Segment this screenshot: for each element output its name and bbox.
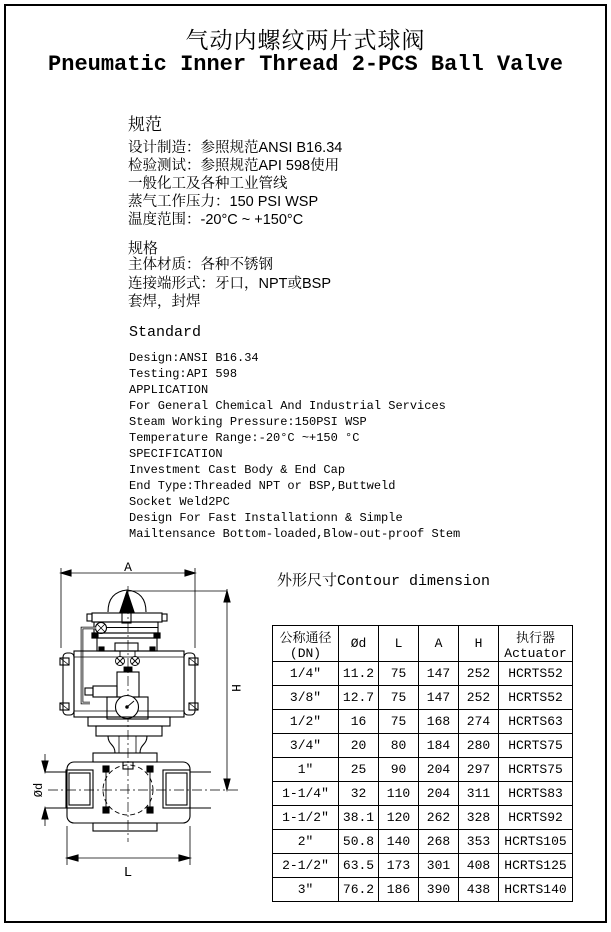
table-cell: 186: [379, 878, 419, 902]
solenoid-valve-block: [85, 672, 139, 697]
table-cell: 252: [459, 662, 499, 686]
table-cell: 184: [419, 734, 459, 758]
dimension-label-h: H: [228, 684, 243, 692]
grade-cn-heading: 规格: [128, 240, 159, 257]
table-cell: 1-1/2": [273, 806, 339, 830]
dimension-table: [272, 625, 573, 902]
column-header: 公称通径 (DN): [273, 626, 339, 662]
table-cell: 408: [459, 854, 499, 878]
table-cell: 297: [459, 758, 499, 782]
table-cell: 3/8": [273, 686, 339, 710]
text-line: SPECIFICATION: [129, 447, 223, 461]
text-line: 连接端形式：牙口，NPT或BSP: [128, 275, 332, 292]
table-cell: 353: [459, 830, 499, 854]
table-cell: 3/4": [273, 734, 339, 758]
table-row: [273, 686, 573, 710]
table-cell: 1-1/4": [273, 782, 339, 806]
table-cell: 50.8: [339, 830, 379, 854]
dimension-label-od: Ød: [32, 782, 46, 798]
table-cell: 20: [339, 734, 379, 758]
air-pipe: [82, 628, 96, 703]
table-cell: 25: [339, 758, 379, 782]
column-header: H: [459, 626, 499, 662]
column-header: L: [379, 626, 419, 662]
table-cell: 390: [419, 878, 459, 902]
table-row: [273, 662, 573, 686]
table-row: [273, 878, 573, 902]
table-cell: 173: [379, 854, 419, 878]
column-header: A: [419, 626, 459, 662]
limit-switch-box: [87, 611, 167, 651]
dimension-h: [128, 589, 230, 790]
table-cell: 140: [379, 830, 419, 854]
table-header-row: [273, 626, 573, 662]
contour-dimension-heading: 外形尺寸Contour dimension: [277, 573, 491, 590]
text-line: Design For Fast Installationn & Simple: [129, 511, 403, 525]
table-cell: HCRTS75: [499, 758, 573, 782]
table-cell: 147: [419, 662, 459, 686]
table-cell: 90: [379, 758, 419, 782]
table-row: [273, 734, 573, 758]
mounting-bracket: [88, 717, 170, 753]
table-cell: HCRTS105: [499, 830, 573, 854]
table-cell: 2-1/2": [273, 854, 339, 878]
title-chinese: 气动内螺纹两片式球阀: [185, 27, 426, 53]
table-cell: 12.7: [339, 686, 379, 710]
text-line: 一般化工及各种工业管线: [128, 176, 288, 192]
title-english: Pneumatic Inner Thread 2-PCS Ball Valve: [48, 52, 563, 77]
table-row: [273, 830, 573, 854]
table-row: [273, 806, 573, 830]
table-cell: 252: [459, 686, 499, 710]
dimension-l: [67, 826, 190, 865]
table-cell: 1/4": [273, 662, 339, 686]
table-cell: 168: [419, 710, 459, 734]
table-cell: 204: [419, 782, 459, 806]
text-line: Socket Weld2PC: [129, 495, 230, 509]
table-cell: 3": [273, 878, 339, 902]
table-cell: 280: [459, 734, 499, 758]
text-line: 蒸气工作压力：150 PSI WSP: [128, 194, 319, 210]
table-cell: HCRTS125: [499, 854, 573, 878]
table-cell: 110: [379, 782, 419, 806]
dimension-label-l: L: [123, 865, 133, 881]
table-cell: 80: [379, 734, 419, 758]
table-row: [273, 758, 573, 782]
text-line: 温度范围：-20°C ~ +150°C: [128, 212, 304, 228]
air-inlet-fittings: [116, 651, 140, 672]
grade-cn-lines: [128, 256, 331, 312]
text-line: Mailtensance Bottom-loaded,Blow-out-proof Stem: [129, 527, 461, 541]
text-line: End Type:Threaded NPT or BSP,Buttweld: [129, 479, 396, 493]
table-row: [273, 710, 573, 734]
text-line: 套焊，封焊: [128, 294, 201, 310]
text-line: 设计制造：参照规范ANSI B16.34: [128, 140, 343, 156]
table-cell: 204: [419, 758, 459, 782]
table-cell: 75: [379, 686, 419, 710]
table-row: [273, 854, 573, 878]
standard-lines: [129, 350, 460, 542]
dimension-table-body: [273, 662, 573, 902]
text-line: For General Chemical And Industrial Services: [129, 399, 446, 413]
table-cell: HCRTS92: [499, 806, 573, 830]
table-cell: 120: [379, 806, 419, 830]
valve-technical-drawing: [30, 560, 270, 930]
spec-cn-lines: [128, 139, 342, 229]
text-line: APPLICATION: [129, 383, 209, 397]
table-cell: 75: [379, 662, 419, 686]
column-header: 执行器 Actuator: [499, 626, 573, 662]
table-cell: HCRTS140: [499, 878, 573, 902]
table-cell: 311: [459, 782, 499, 806]
text-line: Design:ANSI B16.34: [129, 351, 259, 365]
table-cell: HCRTS63: [499, 710, 573, 734]
column-header: Ød: [339, 626, 379, 662]
table-cell: 76.2: [339, 878, 379, 902]
text-line: 主体材质：各种不锈钢: [128, 257, 273, 273]
table-cell: 262: [419, 806, 459, 830]
table-cell: 301: [419, 854, 459, 878]
table-cell: 75: [379, 710, 419, 734]
table-cell: 38.1: [339, 806, 379, 830]
table-row: [273, 782, 573, 806]
table-cell: HCRTS52: [499, 686, 573, 710]
table-cell: 32: [339, 782, 379, 806]
table-cell: 438: [459, 878, 499, 902]
pressure-gauge: [107, 696, 148, 720]
table-cell: HCRTS75: [499, 734, 573, 758]
table-cell: 63.5: [339, 854, 379, 878]
spec-cn-heading: 规范: [128, 115, 162, 134]
table-cell: 147: [419, 686, 459, 710]
standard-heading: Standard: [129, 324, 202, 341]
table-cell: 1/2": [273, 710, 339, 734]
table-cell: HCRTS52: [499, 662, 573, 686]
table-cell: 1": [273, 758, 339, 782]
text-line: Investment Cast Body & End Cap: [129, 463, 346, 477]
table-cell: HCRTS83: [499, 782, 573, 806]
text-line: Steam Working Pressure:150PSI WSP: [129, 415, 367, 429]
table-cell: 2": [273, 830, 339, 854]
table-cell: 328: [459, 806, 499, 830]
dimension-label-a: A: [124, 560, 132, 575]
text-line: 检验测试：参照规范API 598使用: [128, 158, 340, 174]
table-cell: 268: [419, 830, 459, 854]
table-cell: 11.2: [339, 662, 379, 686]
table-cell: 16: [339, 710, 379, 734]
text-line: Testing:API 598: [129, 367, 238, 381]
table-cell: 274: [459, 710, 499, 734]
text-line: Temperature Range:-20°C ~+150 °C: [129, 431, 360, 445]
